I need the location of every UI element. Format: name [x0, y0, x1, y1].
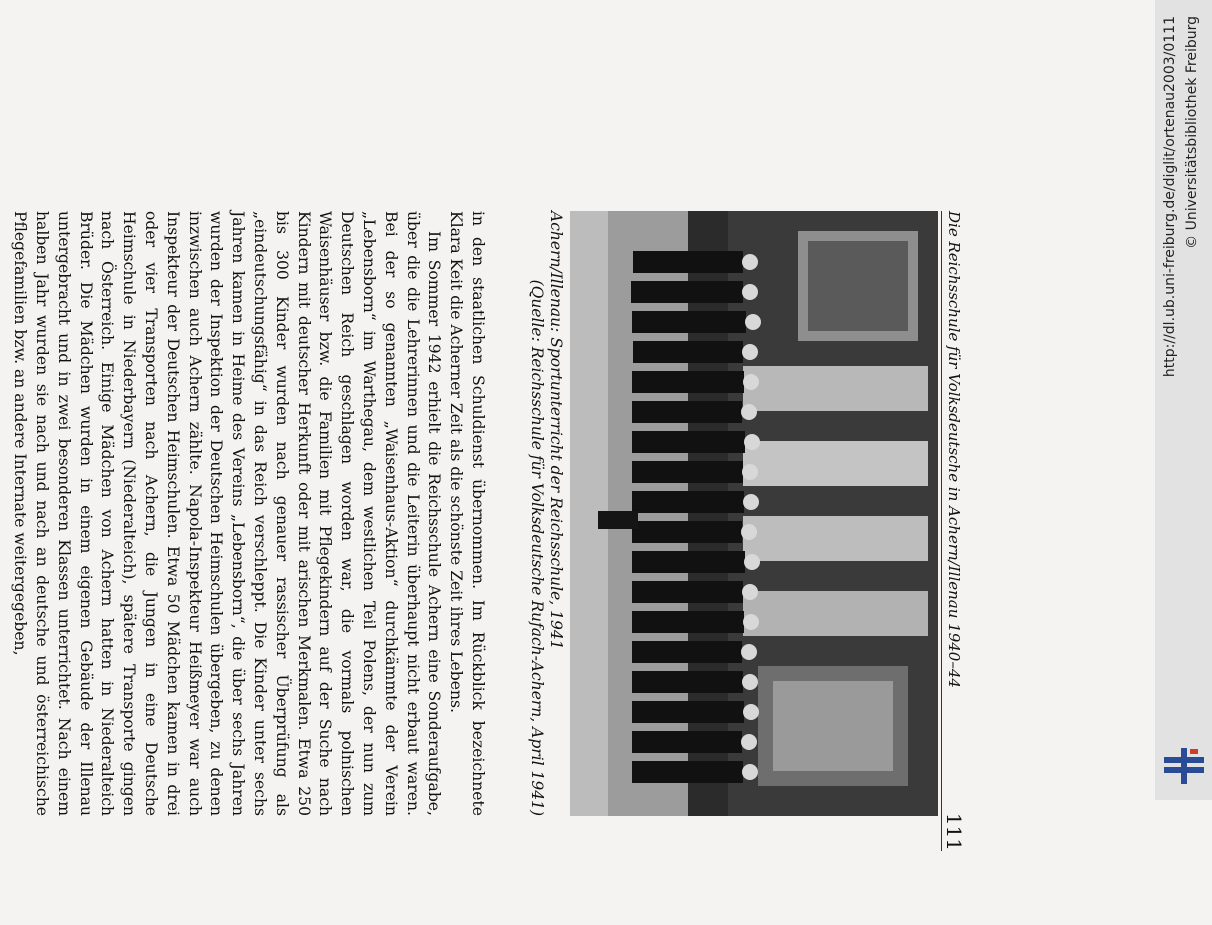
- running-head: [941, 211, 965, 851]
- caption-line-2: (Quelle: Reichsschule für Volksdeutsche Rufach-Achern, April 1941): [528, 279, 546, 816]
- body-text: [8, 211, 488, 816]
- ub-freiburg-logo-icon: [1164, 748, 1204, 784]
- historic-photo-sports-lesson-icon: [570, 211, 938, 816]
- paragraph-1: in den staatlichen Schuldienst übernommen. Im Rückblick bezeichnete Klara Keit die Acherner Zeit als die schönste Zeit ihres Lebens.: [447, 211, 487, 816]
- page-number: 111: [942, 812, 966, 851]
- source-url[interactable]: http://dl.ub.uni-freiburg.de/diglit/ortenau2003/0111: [1162, 16, 1178, 378]
- running-head-title: Die Reichsschule für Volksdeutsche in Achern/Illenau 1940–44: [945, 211, 963, 688]
- caption-line-1: Achern/Illenau: Sportunterricht der Reichsschule, 1941: [547, 211, 565, 650]
- book-page: [0, 135, 973, 925]
- historic-photo: [570, 211, 938, 816]
- photo-caption: [527, 211, 565, 816]
- copyright-notice: © Universitätsbibliothek Freiburg: [1184, 16, 1200, 249]
- paragraph-2: Im Sommer 1942 erhielt die Reichsschule Achern eine Sonderaufgabe, über die die Lehrerinnen und die Leiterin überhaupt nicht erbaut waren. Bei der so genannten „Waisenhaus-Aktion“ durchkämmte der Verein „Lebensborn“ im Warthegau, dem westlichen Teil Polens, der nun zum Deutschen Reich geschlagen worden war, die vormals polnischen Waisenhäuser bzw. die Familien mit Pflegekindern auf der Suche nach Kindern mit deutscher Herkunft oder mit arischen Merkmalen. Etwa 250 bis 300 Kinder wurden nach genauer rassischer Überprüfung als „eindeutschungsfähig“ in das Reich verschleppt. Die Kinder unter sechs Jahren kamen in Heime des Vereins „Lebensborn“, die über sechs Jahren wurden der Inspektion der Deutschen Heimschulen übergeben, zu denen inzwischen auch Achern zählte. Napola-Inspekteur Heißmeyer war auch Inspekteur der Deutschen Heimschulen. Etwa 50 Mädchen kamen in drei oder vier Transporten nach Achern, die Jungen in eine Deutsche Heimschule in Niederbayern (Niederalteich), spätere Transporte gingen nach Österreich. Einige Mädchen von Achern hatten in Niederalteich Brüder. Die Mädchen wurden in einem eigenen Gebäude der Illenau untergebracht und in zwei besonderen Klassen unterrichtet. Nach einem halben Jahr wurden sie nach und nach an deutsche und österreichische Pflegefamilien bzw. an andere Internate weitergegeben,: [11, 211, 444, 816]
- library-sidebar-text: [1159, 10, 1209, 790]
